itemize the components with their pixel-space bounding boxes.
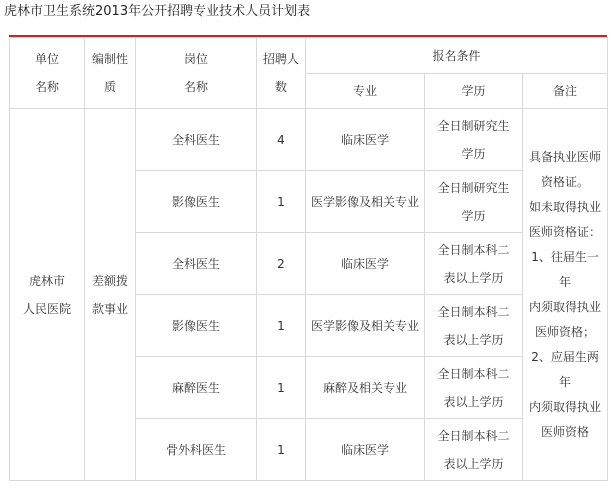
- recruit-count-cell: 1: [257, 171, 306, 233]
- header-position-line-2: 名称: [183, 80, 208, 94]
- position-cell: 骨外科医生: [136, 419, 257, 481]
- staffing-type-cell: [85, 109, 136, 481]
- header-remarks: 备注: [523, 74, 608, 109]
- major-cell: 临床医学: [306, 109, 425, 171]
- major-cell: 医学影像及相关专业: [306, 171, 425, 233]
- position-cell: 影像医生: [136, 171, 257, 233]
- recruit-count-cell: 1: [257, 419, 306, 481]
- header-recruit-count: [257, 38, 306, 109]
- education-cell: [425, 233, 523, 295]
- remarks-line: 内须取得执业: [529, 299, 602, 314]
- header-major: 专业: [306, 74, 425, 109]
- major-cell: 麻醉及相关专业: [306, 357, 425, 419]
- unit-name-line: 虎林市: [28, 273, 65, 288]
- recruit-count-cell: 4: [257, 109, 306, 171]
- header-staffing-line-2: 质: [103, 80, 116, 94]
- education-text: 全日制本科二表以上学历: [437, 304, 510, 347]
- header-education: 学历: [425, 74, 523, 109]
- header-unit-line-1: 单位: [34, 52, 59, 66]
- remarks-line: 医师资格: [541, 424, 590, 439]
- header-requirements: 报名条件: [306, 38, 608, 74]
- unit-name-cell: [10, 109, 85, 481]
- header-unit-line-2: 名称: [34, 80, 59, 94]
- recruitment-plan-table: [9, 37, 608, 481]
- education-text: 全日制本科二表以上学历: [437, 242, 510, 285]
- education-text: 全日制本科二表以上学历: [437, 428, 510, 471]
- education-cell: [425, 109, 523, 171]
- recruit-count-cell: 1: [257, 357, 306, 419]
- education-cell: [425, 295, 523, 357]
- header-position-line-1: 岗位: [183, 52, 208, 66]
- education-cell: [425, 171, 523, 233]
- header-count-line-1: 招聘人: [262, 52, 299, 66]
- table-row: [10, 109, 608, 171]
- remarks-line: 医师资格；: [535, 324, 596, 339]
- remarks-cell: [523, 109, 608, 481]
- major-cell: 临床医学: [306, 419, 425, 481]
- major-cell: 临床医学: [306, 233, 425, 295]
- position-cell: 影像医生: [136, 295, 257, 357]
- education-cell: [425, 419, 523, 481]
- remarks-line: 2、应届生两年: [531, 349, 599, 389]
- unit-name-line: 人民医院: [22, 301, 71, 316]
- remarks-line: 资格证。: [541, 174, 590, 189]
- header-unit-name: [10, 38, 85, 109]
- position-cell: 全科医生: [136, 233, 257, 295]
- education-text: 全日制研究生学历: [437, 118, 510, 161]
- position-cell: 麻醉医生: [136, 357, 257, 419]
- header-position-name: [136, 38, 257, 109]
- remarks-line: 内须取得执业: [529, 399, 602, 414]
- staffing-type-line: 款事业: [91, 301, 128, 316]
- staffing-type-line: 差额拨: [91, 273, 128, 288]
- header-staffing-type: [85, 38, 136, 109]
- remarks-line: 1、往届生一年: [531, 249, 599, 289]
- header-count-line-2: 数: [274, 80, 287, 94]
- education-cell: [425, 357, 523, 419]
- remarks-line: 医师资格证：: [529, 224, 602, 239]
- recruit-count-cell: 2: [257, 233, 306, 295]
- education-text: 全日制研究生学历: [437, 180, 510, 223]
- page-title: 虎林市卫生系统2013年公开招聘专业技术人员计划表: [4, 4, 311, 19]
- header-row-primary: [10, 38, 608, 74]
- remarks-line: 如未取得执业: [529, 199, 602, 214]
- education-text: 全日制本科二表以上学历: [437, 366, 510, 409]
- header-staffing-line-1: 编制性: [91, 52, 128, 66]
- position-cell: 全科医生: [136, 109, 257, 171]
- remarks-line: 具备执业医师: [529, 149, 602, 164]
- recruit-count-cell: 1: [257, 295, 306, 357]
- major-cell: 医学影像及相关专业: [306, 295, 425, 357]
